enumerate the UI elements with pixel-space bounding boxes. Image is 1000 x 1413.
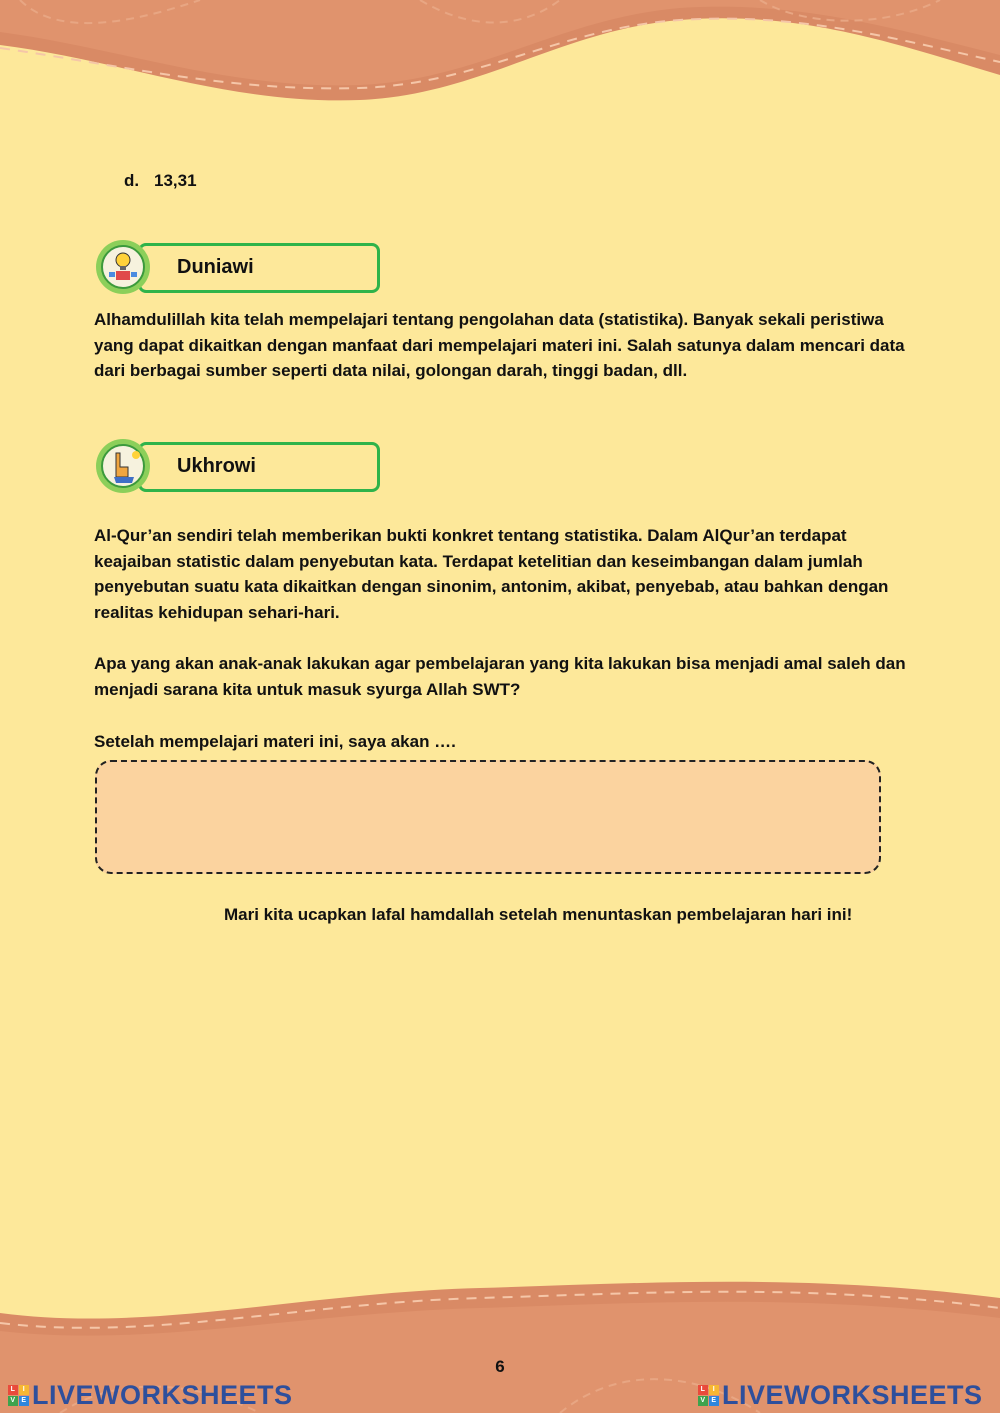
- praying-hand-icon: [94, 437, 154, 495]
- section-title: Duniawi: [177, 256, 254, 278]
- option-letter: d.: [124, 171, 140, 190]
- option-value: 13,31: [154, 171, 197, 190]
- section-header-ukhrowi: [94, 437, 384, 499]
- answer-prompt: Setelah mempelajari materi ini, saya akan ….: [94, 732, 456, 751]
- section-header-duniawi: [94, 238, 384, 300]
- section-pill: [138, 442, 380, 492]
- liveworksheets-brand-right: [698, 1380, 983, 1411]
- top-wave-decoration: [0, 0, 1000, 130]
- duniawi-paragraph: Alhamdulillah kita telah mempelajari tentang pengolahan data (statistika). Banyak sekali peristiwa yang dapat dikaitkan dengan manfaat dari mempelajari materi ini. Salah satunya dalam mencari data dari berbagai sumber seperti data nilai, golongan darah, tinggi badan, dll.: [94, 310, 905, 380]
- lightbulb-icon: [94, 238, 154, 296]
- page-number: 6: [495, 1357, 505, 1376]
- answer-box[interactable]: [95, 760, 881, 874]
- answer-option-d: [124, 168, 197, 194]
- section-title: Ukhrowi: [177, 455, 256, 477]
- section-pill: [138, 243, 380, 293]
- liveworksheets-logo-icon: L I V E: [8, 1385, 29, 1406]
- liveworksheets-brand-left: [8, 1380, 293, 1411]
- brand-text: LIVEWORKSHEETS: [32, 1380, 293, 1410]
- ukhrowi-paragraph: Al-Qur’an sendiri telah memberikan bukti konkret tentang statistika. Dalam AlQur’an terdapat keajaiban statistic dalam penyebutan kata. Terdapat ketelitian dan keseimbangan dalam jumlah penyebutan suatu kata dikaitkan dengan sinonim, antonim, akibat, penyebab, atau bahkan dengan realitas kehidupan sehari-hari.: [94, 526, 889, 622]
- closing-statement: Mari kita ucapkan lafal hamdallah setelah menuntaskan pembelajaran hari ini!: [224, 905, 853, 924]
- liveworksheets-logo-icon: L I V E: [698, 1385, 719, 1406]
- reflection-question: Apa yang akan anak-anak lakukan agar pembelajaran yang kita lakukan bisa menjadi amal saleh dan menjadi sarana kita untuk masuk syurga Allah SWT?: [94, 654, 906, 699]
- brand-text: LIVEWORKSHEETS: [722, 1380, 983, 1410]
